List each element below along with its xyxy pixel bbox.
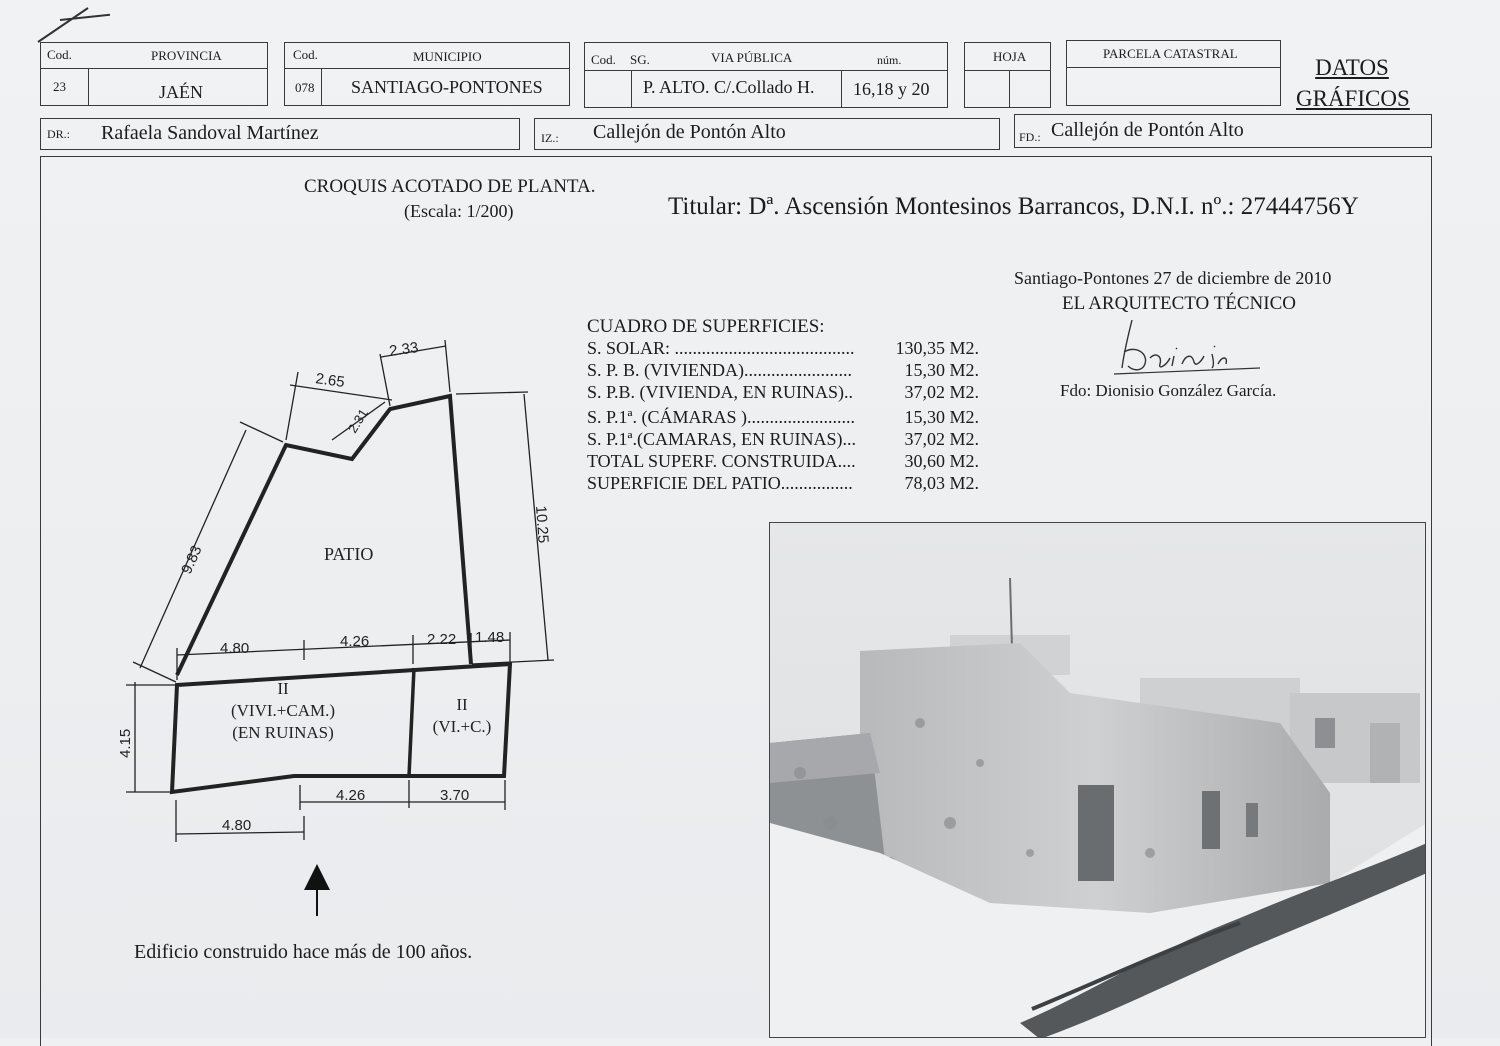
superficie-label: SUPERFICIE DEL PATIO................ (587, 473, 853, 493)
superficie-value: 37,02 M2. (904, 382, 979, 402)
iz-label: IZ.: (541, 131, 559, 145)
hoja-label: HOJA (993, 49, 1027, 64)
parcela-label: PARCELA CATASTRAL (1103, 46, 1238, 61)
place-date: Santiago-Pontones 27 de diciembre de 2010 (1014, 268, 1332, 288)
dim-bottom-4-26: 4.26 (336, 787, 366, 804)
dr-label: DR.: (47, 127, 71, 141)
dim-left-4-15: 4.15 (117, 728, 134, 758)
via-publica-box (584, 42, 948, 108)
lindero-dr-box (40, 118, 520, 150)
dim-10-25: 10.25 (532, 505, 552, 544)
signature-image (1110, 312, 1270, 382)
parcela-box (1066, 40, 1281, 106)
snowy-building-photo-image (770, 523, 1426, 1038)
datos-line: DATOS (1315, 55, 1389, 80)
provincia-box (40, 42, 268, 106)
via-name: P. ALTO. C/.Collado H. (643, 77, 815, 97)
superficie-value: 37,02 M2. (904, 429, 979, 449)
superficies-title: CUADRO DE SUPERFICIES: (587, 316, 825, 337)
vic-label-1: II (456, 695, 468, 714)
provincia-cod: 23 (53, 79, 66, 94)
provincia-name: JAÉN (159, 82, 203, 102)
via-num: 16,18 y 20 (853, 79, 930, 99)
lindero-fd-box (1014, 114, 1432, 148)
via-num-label: núm. (877, 53, 902, 67)
superficie-label: S. P.1ª. (CÁMARAS )........................ (587, 407, 856, 427)
dim-bottom-3-70: 3.70 (440, 787, 470, 804)
dim-2-65: 2.65 (314, 370, 346, 392)
dim-top-4-80: 4.80 (220, 640, 250, 657)
lindero-iz-box (534, 118, 1000, 150)
superficie-label: S. P. B. (VIVIENDA)........................ (587, 360, 852, 380)
graficos-line: GRÁFICOS (1296, 86, 1410, 111)
interior-wall (409, 668, 414, 776)
fd-label: FD.: (1019, 130, 1041, 144)
municipio-box (284, 42, 570, 106)
dim-9-83: 9.83 (178, 543, 206, 577)
ruinas-label-3: (EN RUINAS) (232, 723, 334, 742)
dim-top-1-48: 1.48 (475, 629, 505, 646)
ruinas-label-1: II (277, 679, 289, 698)
patio-label: PATIO (324, 544, 374, 564)
municipio-cod-label: Cod. (293, 47, 318, 62)
arquitecto-role: EL ARQUITECTO TÉCNICO (1062, 293, 1296, 314)
provincia-label: PROVINCIA (151, 48, 222, 63)
via-sg-label: SG. (630, 52, 650, 67)
superficie-value: 15,30 M2. (904, 407, 979, 427)
superficie-value: 30,60 M2. (904, 451, 979, 471)
provincia-cod-label: Cod. (47, 47, 72, 62)
superficie-value: 15,30 M2. (904, 360, 979, 380)
dim-top-2-22: 2.22 (427, 631, 457, 648)
ruinas-label-2: (VIVI.+CAM.) (230, 701, 336, 720)
fd-value: Callejón de Pontón Alto (1051, 119, 1244, 141)
building-photo (769, 522, 1426, 1038)
hoja-box (964, 42, 1051, 108)
dr-value: Rafaela Sandoval Martínez (101, 122, 319, 144)
dim-2-31: 2.31 (344, 406, 371, 436)
iz-value: Callejón de Pontón Alto (593, 121, 786, 143)
superficie-value: 78,03 M2. (904, 473, 979, 493)
vic-label-2: (VI.+C.) (432, 717, 492, 736)
superficie-label: S. SOLAR: ........................................ (587, 338, 855, 358)
croquis-title: CROQUIS ACOTADO DE PLANTA. (304, 176, 596, 197)
dim-2-33: 2.33 (388, 339, 420, 360)
municipio-label: MUNICIPIO (413, 49, 482, 64)
municipio-name: SANTIAGO-PONTONES (351, 77, 543, 97)
via-cod-label: Cod. (591, 52, 616, 67)
dim-bottom-4-80: 4.80 (222, 817, 252, 834)
superficie-label: S. P.B. (VIVIENDA, EN RUINAS).. (587, 382, 854, 402)
edificio-note: Edificio construido hace más de 100 años. (134, 941, 473, 963)
titular-text: Titular: Dª. Ascensión Montesinos Barrancos, D.N.I. nº.: 27444756Y (668, 193, 1359, 220)
superficie-value: 130,35 M2. (895, 338, 979, 358)
via-label: VIA PÚBLICA (711, 50, 793, 65)
superficie-label: S. P.1ª.(CAMARAS, EN RUINAS)... (587, 429, 857, 449)
escala-text: (Escala: 1/200) (404, 201, 514, 221)
municipio-cod: 078 (295, 80, 315, 95)
arrow-up-icon (300, 862, 336, 920)
superficie-label: TOTAL SUPERF. CONSTRUIDA.... (587, 451, 856, 471)
floor-plan-sketch (100, 330, 570, 850)
datos-graficos-title (1296, 52, 1408, 114)
dim-top-4-26: 4.26 (340, 633, 370, 650)
firmado-por: Fdo: Dionisio González García. (1060, 381, 1277, 400)
